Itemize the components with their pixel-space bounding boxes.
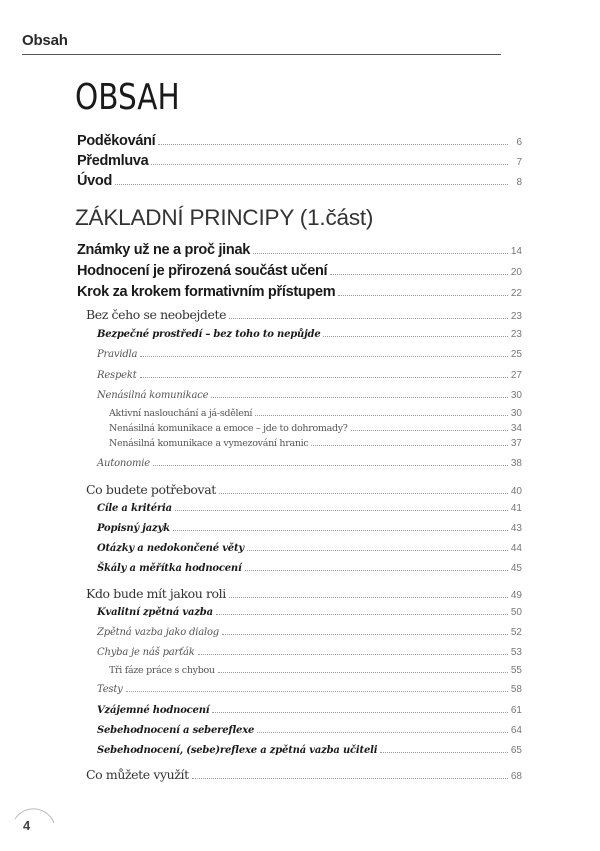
toc-page-number: 20 xyxy=(510,267,522,278)
dot-leader xyxy=(255,414,508,416)
running-head: Obsah xyxy=(22,32,68,49)
toc-page-number: 65 xyxy=(510,745,522,756)
toc-entry-subsection[interactable] xyxy=(97,370,522,381)
dot-leader xyxy=(257,731,508,733)
toc-entry-label: Aktivní naslouchání a já-sdělení xyxy=(109,408,253,419)
toc-entry-label: Cíle a kritéria xyxy=(97,503,172,514)
toc-entry-label: Hodnocení je přirozená součást učení xyxy=(77,263,328,279)
dot-leader xyxy=(212,711,508,713)
dot-leader xyxy=(158,143,508,145)
toc-page-number: 27 xyxy=(510,370,522,381)
toc-entry-label: Co budete potřebovat xyxy=(86,482,216,497)
toc-page-number: 64 xyxy=(510,725,522,736)
toc-entry-subsection[interactable] xyxy=(97,503,522,514)
toc-page-number: 53 xyxy=(510,647,522,658)
dot-leader xyxy=(351,429,508,431)
toc-entry-subsection[interactable] xyxy=(97,627,522,638)
toc-entry-label: Otázky a nedokončené věty xyxy=(97,543,245,554)
toc-entry-subsection[interactable] xyxy=(97,390,522,401)
page-number-arc-icon xyxy=(14,806,54,846)
toc-entry-subsection[interactable] xyxy=(97,543,522,554)
toc-entry-label: Sebehodnocení, (sebe)reflexe a zpětná vazba učiteli xyxy=(97,745,378,756)
toc-entry-label: Bezpečné prostředí – bez toho to nepůjde xyxy=(97,329,321,340)
dot-leader xyxy=(229,317,508,319)
toc-page-number: 55 xyxy=(510,665,522,676)
dot-leader xyxy=(126,690,508,692)
toc-entry-section[interactable] xyxy=(86,307,522,322)
toc-entry-label: Předmluva xyxy=(77,153,149,169)
toc-entry-subsubsection[interactable] xyxy=(109,438,522,449)
dot-leader xyxy=(173,529,508,531)
toc-entry-label: Autonomie xyxy=(97,458,150,469)
dot-leader xyxy=(323,335,508,337)
toc-page-number: 6 xyxy=(516,137,522,148)
toc-entry-subsection[interactable] xyxy=(97,523,522,534)
toc-entry-label: Sebehodnocení a sebereflexe xyxy=(97,725,255,736)
toc-page-number: 61 xyxy=(510,705,522,716)
toc-entry-subsubsection[interactable] xyxy=(109,665,522,676)
toc-entry-section[interactable] xyxy=(86,586,522,601)
toc-entry-label: Popisný jazyk xyxy=(97,523,170,534)
dot-leader xyxy=(229,596,508,598)
toc-entry-subsection[interactable] xyxy=(97,725,522,736)
toc-entry-front-matter[interactable] xyxy=(77,153,522,169)
dot-leader xyxy=(218,671,508,673)
dot-leader xyxy=(153,464,508,466)
toc-page-number: 14 xyxy=(510,246,522,257)
toc-page-number: 7 xyxy=(516,157,522,168)
toc-entry-label: Škály a měřítka hodnocení xyxy=(97,563,242,574)
toc-entry-subsubsection[interactable] xyxy=(109,408,522,419)
toc-page-number: 30 xyxy=(510,408,522,419)
dot-leader xyxy=(247,549,508,551)
page-title: OBSAH xyxy=(75,77,180,118)
toc-page-number: 58 xyxy=(510,684,522,695)
part-heading: ZÁKLADNÍ PRINCIPY (1.část) xyxy=(75,205,374,230)
toc-entry-chapter[interactable] xyxy=(77,242,522,258)
toc-entry-section[interactable] xyxy=(86,482,522,497)
toc-entry-label: Zpětná vazba jako dialog xyxy=(97,627,219,638)
toc-entry-section[interactable] xyxy=(86,767,522,782)
toc-page-number: 30 xyxy=(510,390,522,401)
dot-leader xyxy=(311,444,508,446)
toc-page-number: 68 xyxy=(510,771,522,782)
dot-leader xyxy=(380,751,508,753)
dot-leader xyxy=(140,355,508,357)
dot-leader xyxy=(245,569,508,571)
toc-entry-chapter[interactable] xyxy=(77,284,522,300)
header-rule xyxy=(22,54,501,55)
toc-entry-label: Úvod xyxy=(77,173,113,189)
toc-page-number: 49 xyxy=(510,590,522,601)
dot-leader xyxy=(219,492,508,494)
toc-entry-subsection[interactable] xyxy=(97,745,522,756)
dot-leader xyxy=(338,294,508,296)
dot-leader xyxy=(175,509,508,511)
dot-leader xyxy=(192,777,508,779)
toc-entry-label: Chyba je náš parťák xyxy=(97,647,195,658)
dot-leader xyxy=(253,252,508,254)
toc-entry-label: Kvalitní zpětná vazba xyxy=(97,607,213,618)
dot-leader xyxy=(115,183,508,185)
toc-entry-label: Nenásilná komunikace xyxy=(97,390,209,401)
toc-entry-label: Respekt xyxy=(97,370,137,381)
toc-entry-subsection[interactable] xyxy=(97,458,522,469)
toc-page-number: 52 xyxy=(510,627,522,638)
toc-page-number: 34 xyxy=(510,423,522,434)
toc-entry-subsection[interactable] xyxy=(97,705,522,716)
toc-page-number: 25 xyxy=(510,349,522,360)
toc-entry-label: Vzájemné hodnocení xyxy=(97,705,210,716)
dot-leader xyxy=(222,633,508,635)
toc-page-number: 22 xyxy=(510,288,522,299)
toc-page-number: 44 xyxy=(510,543,522,554)
toc-page-number: 8 xyxy=(516,177,522,188)
toc-entry-label: Testy xyxy=(97,684,123,695)
toc-entry-label: Nenásilná komunikace a vymezování hranic xyxy=(109,438,309,449)
toc-entry-chapter[interactable] xyxy=(77,263,522,279)
toc-entry-label: Tři fáze práce s chybou xyxy=(109,665,215,676)
toc-page-number: 37 xyxy=(510,438,522,449)
dot-leader xyxy=(151,163,508,165)
toc-page-number: 43 xyxy=(510,523,522,534)
toc-entry-label: Nenásilná komunikace a emoce – jde to dohromady? xyxy=(109,423,348,434)
dot-leader xyxy=(330,273,508,275)
toc-entry-label: Krok za krokem formativním přístupem xyxy=(77,284,336,300)
toc-entry-subsection[interactable] xyxy=(97,684,522,695)
dot-leader xyxy=(140,376,508,378)
toc-entry-subsection[interactable] xyxy=(97,607,522,618)
toc-entry-label: Poděkování xyxy=(77,133,156,149)
dot-leader xyxy=(211,396,508,398)
toc-entry-subsection[interactable] xyxy=(97,563,522,574)
toc-entry-label: Co můžete využít xyxy=(86,767,189,782)
toc-page-number: 41 xyxy=(510,503,522,514)
toc-entry-subsection[interactable] xyxy=(97,349,522,360)
toc-page-number: 50 xyxy=(510,607,522,618)
toc-page-number: 38 xyxy=(510,458,522,469)
toc-page-number: 45 xyxy=(510,563,522,574)
toc-entry-label: Bez čeho se neobejdete xyxy=(86,307,227,322)
toc-entry-label: Kdo bude mít jakou roli xyxy=(86,586,226,601)
toc-entry-subsection[interactable] xyxy=(97,647,522,658)
toc-page-number: 40 xyxy=(510,486,522,497)
toc-entry-label: Pravidla xyxy=(97,349,138,360)
toc-entry-label: Známky už ne a proč jinak xyxy=(77,242,250,258)
toc-page-number: 23 xyxy=(510,311,522,322)
toc-entry-front-matter[interactable] xyxy=(77,173,522,189)
dot-leader xyxy=(198,653,508,655)
toc-entry-subsubsection[interactable] xyxy=(109,423,522,434)
dot-leader xyxy=(216,613,508,615)
toc-entry-front-matter[interactable] xyxy=(77,133,522,149)
page-number: 4 xyxy=(23,818,31,833)
toc-page-number: 23 xyxy=(510,329,522,340)
toc-entry-subsection[interactable] xyxy=(97,329,522,340)
